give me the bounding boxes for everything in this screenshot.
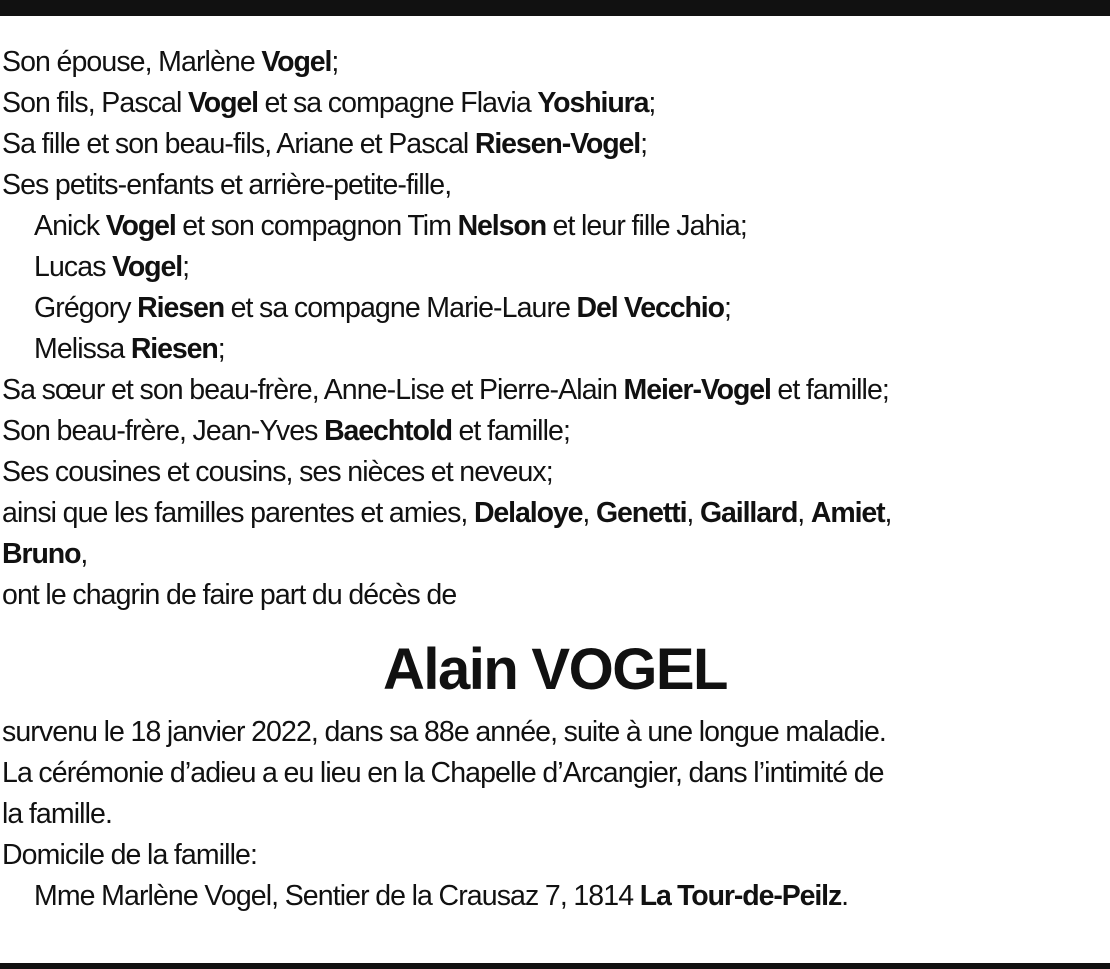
notice-text: ,: [80, 538, 88, 570]
surname-text: Vogel: [261, 46, 332, 78]
notice-text: ;: [217, 333, 225, 365]
surname-text: Meier-Vogel: [623, 374, 771, 406]
notice-text: Melissa: [34, 333, 131, 365]
notice-text: Lucas: [34, 251, 113, 283]
notice-text: ,: [582, 497, 596, 529]
surname-text: Del Vecchio: [576, 292, 724, 324]
notice-text: Grégory: [34, 292, 138, 324]
bottom-rule: [0, 963, 1110, 969]
notice-text: et famille;: [770, 374, 889, 406]
family-line: [2, 329, 1108, 370]
notice-text: Ses petits-enfants et arrière-petite-fille,: [2, 169, 452, 201]
family-line: [2, 493, 1108, 534]
notice-text: ,: [884, 497, 892, 529]
family-line: [2, 83, 1108, 124]
notice-text: ;: [640, 128, 648, 160]
notice-text: Sa sœur et son beau-frère, Anne-Lise et Pierre-Alain: [2, 374, 624, 406]
family-line: [2, 575, 1108, 616]
notice-text: Son fils, Pascal: [2, 87, 188, 119]
surname-text: Vogel: [112, 251, 183, 283]
notice-text: et leur fille Jahia;: [546, 210, 747, 242]
notice-text: ;: [182, 251, 190, 283]
detail-line: [2, 712, 1108, 753]
detail-line: [2, 753, 1108, 794]
notice-text: et famille;: [451, 415, 571, 447]
family-line: [2, 247, 1108, 288]
notice-text: ont le chagrin de faire part du décès de: [2, 579, 457, 611]
notice-text: ;: [648, 87, 656, 119]
family-line: [2, 165, 1108, 206]
notice-text: et sa compagne Marie-Laure: [224, 292, 577, 324]
notice-text: survenu le 18 janvier 2022, dans sa 88e année, suite à une longue maladie.: [2, 716, 886, 748]
notice-text: ;: [723, 292, 731, 324]
surname-text: Amiet: [810, 497, 885, 529]
notice-text: la famille.: [2, 798, 112, 830]
detail-line: [2, 876, 1108, 917]
surname-text: Delaloye: [473, 497, 583, 529]
family-list: [2, 42, 1108, 616]
family-line: [2, 124, 1108, 165]
surname-text: La Tour-de-Peilz: [639, 880, 842, 912]
detail-line: [2, 794, 1108, 835]
family-line: [2, 288, 1108, 329]
notice-text: ,: [797, 497, 811, 529]
surname-text: Genetti: [595, 497, 687, 529]
surname-text: Bruno: [2, 538, 81, 570]
notice-text: .: [841, 880, 849, 912]
notice-text: ,: [686, 497, 700, 529]
notice-text: Sa fille et son beau-fils, Ariane et Pascal: [2, 128, 475, 160]
notice-text: Son beau-frère, Jean-Yves: [2, 415, 325, 447]
surname-text: Vogel: [187, 87, 258, 119]
family-line: [2, 370, 1108, 411]
surname-text: Riesen: [130, 333, 218, 365]
notice-details: [2, 712, 1108, 917]
notice-text: ainsi que les familles parentes et amies,: [2, 497, 474, 529]
notice-text: Domicile de la famille:: [2, 839, 257, 871]
surname-text: Baechtold: [324, 415, 452, 447]
family-line: [2, 42, 1108, 83]
surname-text: Yoshiura: [537, 87, 649, 119]
surname-text: Vogel: [105, 210, 176, 242]
surname-text: Gaillard: [699, 497, 798, 529]
detail-line: [2, 835, 1108, 876]
notice-text: Ses cousines et cousins, ses nièces et neveux;: [2, 456, 553, 488]
family-line: [2, 534, 1108, 575]
surname-text: Riesen: [137, 292, 225, 324]
family-line: [2, 452, 1108, 493]
family-line: [2, 411, 1108, 452]
surname-text: Riesen-Vogel: [474, 128, 641, 160]
notice-text: Anick: [34, 210, 106, 242]
notice-text: La cérémonie d’adieu a eu lieu en la Chapelle d’Arcangier, dans l’intimité de: [2, 757, 884, 789]
notice-text: et sa compagne Flavia: [257, 87, 538, 119]
death-notice: [2, 42, 1108, 917]
family-line: [2, 206, 1108, 247]
notice-text: ;: [331, 46, 339, 78]
top-rule: [0, 0, 1110, 16]
notice-text: et son compagnon Tim: [175, 210, 458, 242]
notice-text: Mme Marlène Vogel, Sentier de la Crausaz 7, 1814: [34, 880, 640, 912]
surname-text: Nelson: [457, 210, 546, 242]
deceased-name: Alain VOGEL: [383, 637, 727, 702]
notice-text: Son épouse, Marlène: [2, 46, 262, 78]
